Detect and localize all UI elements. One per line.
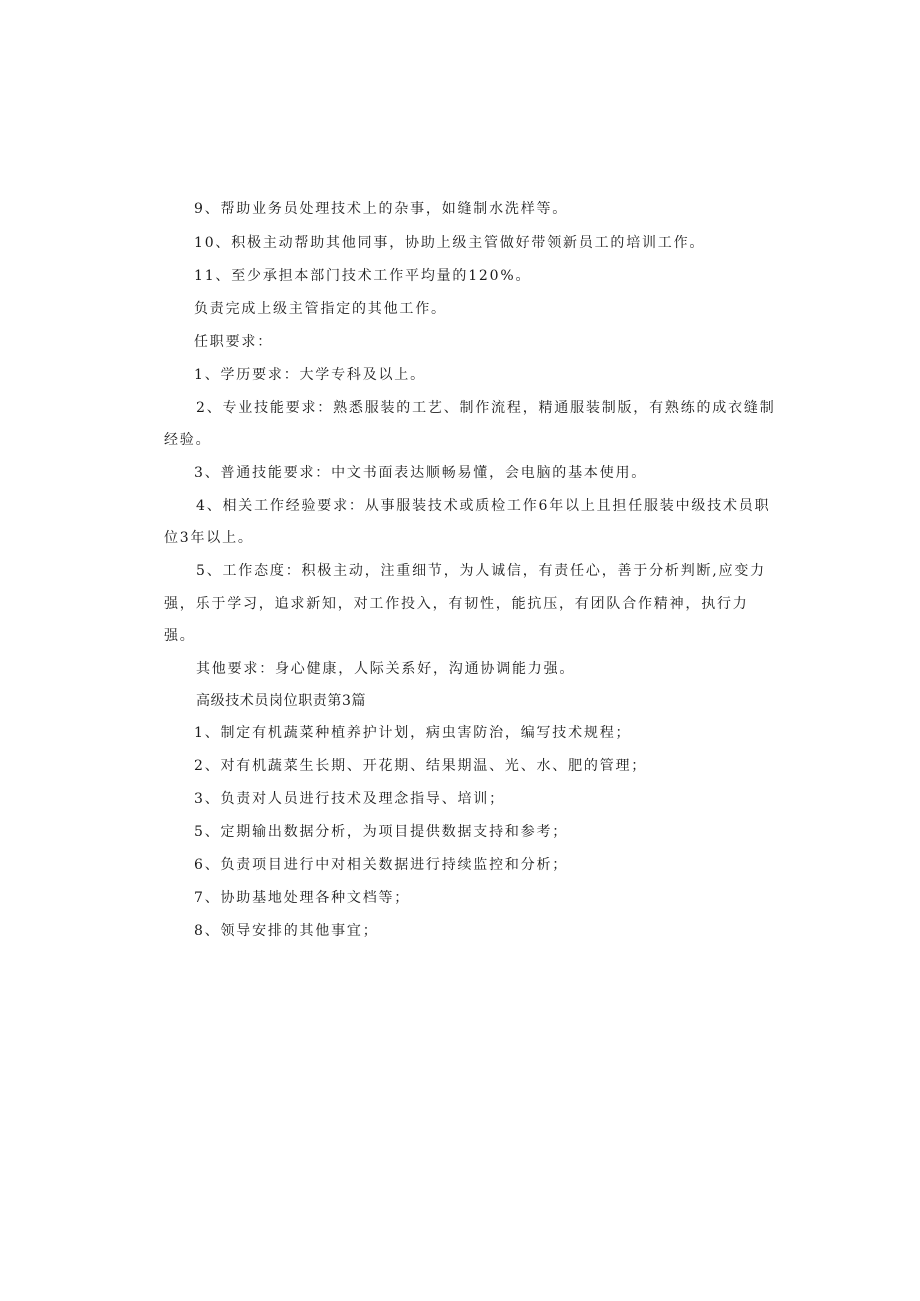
requirement-education: 1、学历要求：大学专科及以上。 [194,367,426,383]
section3-item-3: 3、负责对人员进行技术及理念指导、培训； [194,791,505,807]
requirement-experience-line2: 位3年以上。 [164,530,254,546]
section3-item-1: 1、制定有机蔬菜种植养护计划，病虫害防治，编写技术规程； [194,725,632,741]
duty-item-10: 10、积极主动帮助其他同事，协助上级主管做好带领新员工的培训工作。 [194,235,706,251]
duty-item-other: 负责完成上级主管指定的其他工作。 [194,301,447,317]
requirements-heading: 任职要求： [194,334,273,350]
requirement-attitude-line1: 5、工作态度：积极主动，注重细节，为人诚信，有责任心，善于分析判断,应变力 [196,563,766,579]
requirement-attitude-line2: 强，乐于学习，追求新知，对工作投入，有韧性，能抗压，有团队合作精神，执行力 [164,596,749,612]
requirement-skills-line2: 经验。 [164,432,212,448]
requirement-other: 其他要求：身心健康，人际关系好，沟通协调能力强。 [196,661,576,677]
requirement-experience-line1: 4、相关工作经验要求：从事服装技术或质检工作6年以上且担任服装中级技术员职 [196,498,771,514]
duty-item-11: 11、至少承担本部门技术工作平均量的120%。 [194,268,532,284]
duty-item-9: 9、帮助业务员处理技术上的杂事，如缝制水洗样等。 [194,201,569,217]
section-title: 高级技术员岗位职责第3篇 [196,693,367,709]
requirement-attitude-line3: 强。 [164,628,196,644]
requirement-skills-line1: 2、专业技能要求：熟悉服装的工艺、制作流程，精通服装制版，有熟练的成衣缝制 [196,400,776,416]
section3-item-2: 2、对有机蔬菜生长期、开花期、结果期温、光、水、肥的管理； [194,758,648,774]
section3-item-8: 8、领导安排的其他事宜； [194,923,379,939]
section3-item-5: 5、定期输出数据分析，为项目提供数据支持和参考； [194,824,569,840]
requirement-general-skills: 3、普通技能要求：中文书面表达顺畅易懂，会电脑的基本使用。 [194,465,648,481]
section3-item-7: 7、协助基地处理各种文档等； [194,890,411,906]
section3-item-6: 6、负责项目进行中对相关数据进行持续监控和分析； [194,857,569,873]
